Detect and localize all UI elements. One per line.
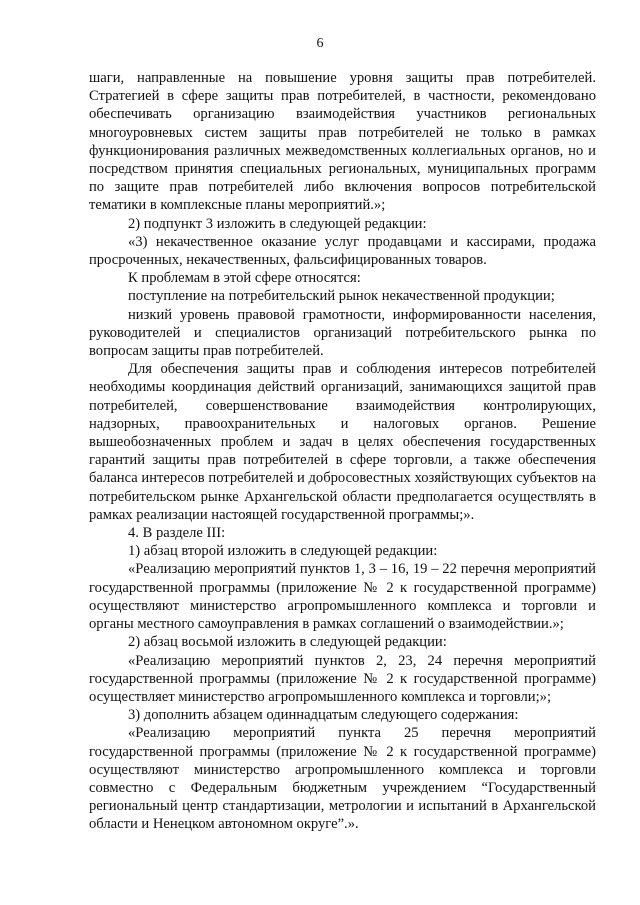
paragraph: поступление на потребительский рынок некачественной продукции;	[128, 288, 555, 305]
paragraph: 2) абзац восьмой изложить в следующей редакции:	[128, 634, 447, 651]
paragraph: «Реализацию мероприятий пунктов 2, 23, 24 перечня мероприятий государственной программы (приложение № 2 к государственной программе) осуществляет министерство агропромышленного комплекса и торговли;»;	[89, 652, 596, 705]
paragraph: «Реализацию мероприятий пунктов 1, 3 – 16, 19 – 22 перечня мероприятий государственной программы (приложение № 2 к государственной программе) осуществляют министерство агропромышленного комплекса и торговли и органы местного самоуправления в рамках соглашений о взаимодействии.»;	[89, 561, 596, 633]
paragraph: низкий уровень правовой грамотности, информированности населения, руководителей и специалистов организаций потребительского рынка по вопросам защиты прав потребителей.	[89, 306, 596, 360]
paragraph: Для обеспечения защиты прав и соблюдения интересов потребителей необходимы координация действий организаций, занимающихся защитой прав потребителей, совершенствование взаимодействия контролирующих, надзорных, правоохранительных и налоговых органов. Решение вышеобозначенных проблем и задач в целях обеспечения государственных гарантий защиты прав потребителей в сфере торговли, а также обеспечения баланса интересов потребителей и добросовестных хозяйствующих субъектов на потребительском рынке Архангельской области предполагается осуществлять в рамках реализации настоящей государственной программы;».	[89, 361, 596, 523]
paragraph: «3) некачественное оказание услуг продавцами и кассирами, продажа просроченных, некачественных, фальсифицированных товаров.	[89, 233, 596, 269]
paragraph: К проблемам в этой сфере относятся:	[128, 270, 361, 287]
paragraph: шаги, направленные на повышение уровня защиты прав потребителей. Стратегией в сфере защиты прав потребителей, в частности, рекомендовано обеспечивать организацию взаимодействия участников региональных многоуровневых систем защиты прав потребителей не только в рамках функционирования различных межведомственных коллегиальных органов, но и посредством принятия специальных региональных, муниципальных программ по защите прав потребителей либо включения вопросов потребительской тематики в комплексные планы мероприятий.»;	[89, 70, 596, 214]
paragraph: 3) дополнить абзацем одиннадцатым следующего содержания:	[128, 707, 519, 724]
page-number: 6	[316, 36, 324, 51]
paragraph: «Реализацию мероприятий пункта 25 перечня мероприятий государственной программы (приложение № 2 к государственной программе) осуществляют министерство агропромышленного комплекса и торговли совместно с Федеральным бюджетным учреждением “Государственный региональный центр стандартизации, метрологии и испытаний в Архангельской области и Ненецком автономном округе”.».	[89, 725, 596, 833]
paragraph: 2) подпункт 3 изложить в следующей редакции:	[128, 215, 427, 232]
document-body	[89, 69, 596, 834]
paragraph: 1) абзац второй изложить в следующей редакции:	[128, 543, 438, 560]
paragraph: 4. В разделе III:	[128, 525, 226, 542]
